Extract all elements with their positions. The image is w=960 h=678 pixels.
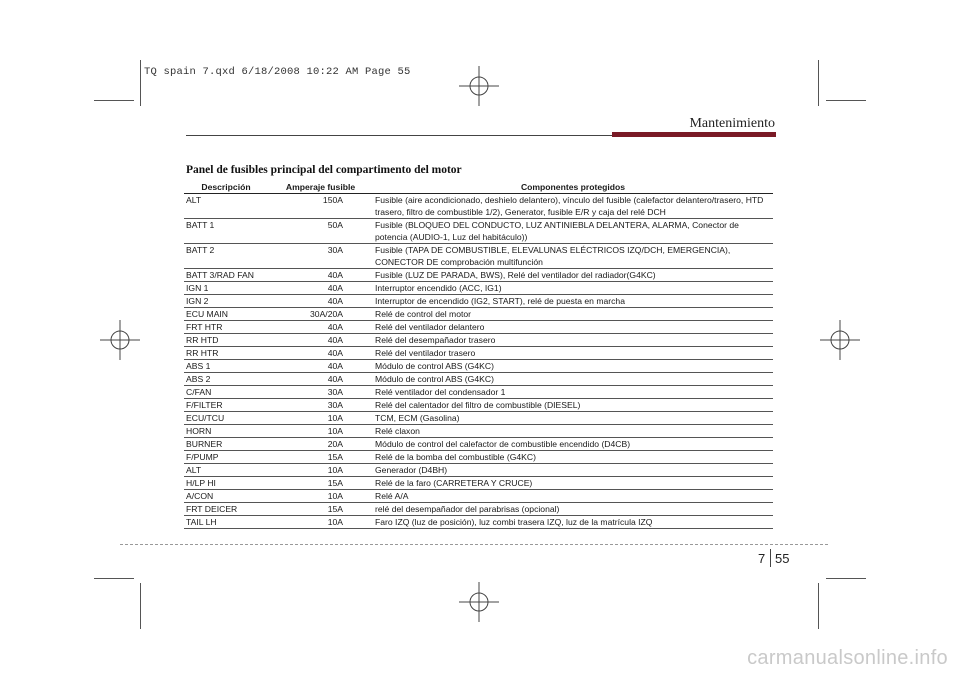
fuse-amperage: 40A: [268, 360, 373, 373]
fuse-amperage: 40A: [268, 334, 373, 347]
fuse-description: BATT 1: [184, 219, 268, 244]
watermark: carmanualsonline.info: [747, 647, 948, 669]
table-row: [184, 399, 773, 412]
fuse-amperage: 10A: [268, 425, 373, 438]
registration-mark-left-icon: [96, 316, 144, 364]
fuse-components: Relé del ventilador trasero: [373, 347, 773, 360]
fuse-description: BATT 2: [184, 244, 268, 269]
table-header-row: [184, 181, 773, 194]
registration-mark-right-icon: [816, 316, 864, 364]
fuse-description: ECU/TCU: [184, 412, 268, 425]
table-row: [184, 308, 773, 321]
fuse-description: IGN 1: [184, 282, 268, 295]
fuse-amperage: 10A: [268, 490, 373, 503]
footer-dotted-rule: [120, 544, 828, 545]
fuse-components: Fusible (BLOQUEO DEL CONDUCTO, LUZ ANTINIEBLA DELANTERA, ALARMA, Conector de potencia (AUDIO-1, Luz del habitáculo)): [373, 219, 773, 244]
fuse-description: ECU MAIN: [184, 308, 268, 321]
fuse-components: Relé de control del motor: [373, 308, 773, 321]
fuse-description: BURNER: [184, 438, 268, 451]
fuse-description: FRT HTR: [184, 321, 268, 334]
table-row: [184, 373, 773, 386]
table-row: [184, 244, 773, 269]
fuse-amperage: 30A: [268, 386, 373, 399]
fuse-description: RR HTD: [184, 334, 268, 347]
table-row: [184, 477, 773, 490]
fuse-description: F/FILTER: [184, 399, 268, 412]
fuse-description: C/FAN: [184, 386, 268, 399]
fuse-description: FRT DEICER: [184, 503, 268, 516]
table-row: [184, 516, 773, 529]
column-header-amperage: Amperaje fusible: [268, 181, 373, 194]
fuse-components: Relé claxon: [373, 425, 773, 438]
fuse-description: H/LP HI: [184, 477, 268, 490]
table-row: [184, 386, 773, 399]
table-title: Panel de fusibles principal del compartimento del motor: [186, 164, 462, 176]
fuse-amperage: 20A: [268, 438, 373, 451]
fuse-amperage: 40A: [268, 282, 373, 295]
fuse-components: Relé del ventilador delantero: [373, 321, 773, 334]
fuse-components: Módulo de control del calefactor de combustible encendido (D4CB): [373, 438, 773, 451]
fuse-amperage: 40A: [268, 321, 373, 334]
fuse-components: Módulo de control ABS (G4KC): [373, 373, 773, 386]
fuse-components: Faro IZQ (luz de posición), luz combi trasera IZQ, luz de la matrícula IZQ: [373, 516, 773, 529]
fuse-description: ABS 2: [184, 373, 268, 386]
column-header-description: Descripción: [184, 181, 268, 194]
fuse-table: [184, 181, 773, 529]
fuse-components: relé del desempañador del parabrisas (opcional): [373, 503, 773, 516]
table-row: [184, 269, 773, 282]
fuse-components: Interruptor de encendido (IG2, START), relé de puesta en marcha: [373, 295, 773, 308]
fuse-components: Interruptor encendido (ACC, IG1): [373, 282, 773, 295]
fuse-components: Fusible (TAPA DE COMBUSTIBLE, ELEVALUNAS ELÉCTRICOS IZQ/DCH, EMERGENCIA), CONECTOR DE comprobación multifunción: [373, 244, 773, 269]
registration-mark-top-icon: [455, 62, 503, 110]
table-row: [184, 194, 773, 219]
fuse-amperage: 15A: [268, 451, 373, 464]
table-row: [184, 360, 773, 373]
fuse-description: F/PUMP: [184, 451, 268, 464]
fuse-components: Relé de la faro (CARRETERA Y CRUCE): [373, 477, 773, 490]
table-row: [184, 219, 773, 244]
fuse-description: A/CON: [184, 490, 268, 503]
fuse-amperage: 30A: [268, 399, 373, 412]
fuse-amperage: 10A: [268, 464, 373, 477]
fuse-components: Relé ventilador del condensador 1: [373, 386, 773, 399]
registration-mark-bottom-icon: [455, 578, 503, 626]
fuse-amperage: 30A/20A: [268, 308, 373, 321]
fuse-components: Fusible (aire acondicionado, deshielo delantero), vínculo del fusible (calefactor delantero/trasero, HTD trasero, filtro de combustible 1/2), Generator, fusible E/R y caja del relé DCH: [373, 194, 773, 219]
fuse-amperage: 50A: [268, 219, 373, 244]
fuse-description: ALT: [184, 194, 268, 219]
fuse-description: IGN 2: [184, 295, 268, 308]
print-slug: TQ spain 7.qxd 6/18/2008 10:22 AM Page 55: [144, 66, 411, 78]
table-row: [184, 334, 773, 347]
fuse-components: Generador (D4BH): [373, 464, 773, 477]
fuse-amperage: 150A: [268, 194, 373, 219]
fuse-components: Relé de la bomba del combustible (G4KC): [373, 451, 773, 464]
fuse-amperage: 40A: [268, 295, 373, 308]
fuse-description: BATT 3/RAD FAN: [184, 269, 268, 282]
table-row: [184, 321, 773, 334]
table-row: [184, 412, 773, 425]
fuse-components: Relé A/A: [373, 490, 773, 503]
section-title: Mantenimiento: [689, 116, 775, 131]
fuse-components: Módulo de control ABS (G4KC): [373, 360, 773, 373]
fuse-amperage: 40A: [268, 269, 373, 282]
page-number-divider: [770, 549, 771, 567]
table-row: [184, 295, 773, 308]
fuse-amperage: 30A: [268, 244, 373, 269]
fuse-description: ALT: [184, 464, 268, 477]
table-row: [184, 451, 773, 464]
table-row: [184, 438, 773, 451]
fuse-amperage: 10A: [268, 412, 373, 425]
page-number: 55: [775, 551, 790, 566]
table-row: [184, 282, 773, 295]
table-row: [184, 464, 773, 477]
column-header-components: Componentes protegidos: [373, 181, 773, 194]
table-row: [184, 347, 773, 360]
fuse-components: Relé del desempañador trasero: [373, 334, 773, 347]
fuse-amperage: 40A: [268, 347, 373, 360]
fuse-components: Fusible (LUZ DE PARADA, BWS), Relé del ventilador del radiador(G4KC): [373, 269, 773, 282]
fuse-amperage: 10A: [268, 516, 373, 529]
fuse-amperage: 15A: [268, 477, 373, 490]
chapter-number: 7: [758, 551, 766, 566]
table-row: [184, 503, 773, 516]
fuse-description: HORN: [184, 425, 268, 438]
fuse-amperage: 15A: [268, 503, 373, 516]
table-row: [184, 490, 773, 503]
fuse-description: TAIL LH: [184, 516, 268, 529]
fuse-description: RR HTR: [184, 347, 268, 360]
fuse-components: TCM, ECM (Gasolina): [373, 412, 773, 425]
fuse-amperage: 40A: [268, 373, 373, 386]
fuse-description: ABS 1: [184, 360, 268, 373]
table-row: [184, 425, 773, 438]
fuse-components: Relé del calentador del filtro de combustible (DIESEL): [373, 399, 773, 412]
header-accent-bar: [612, 132, 776, 137]
